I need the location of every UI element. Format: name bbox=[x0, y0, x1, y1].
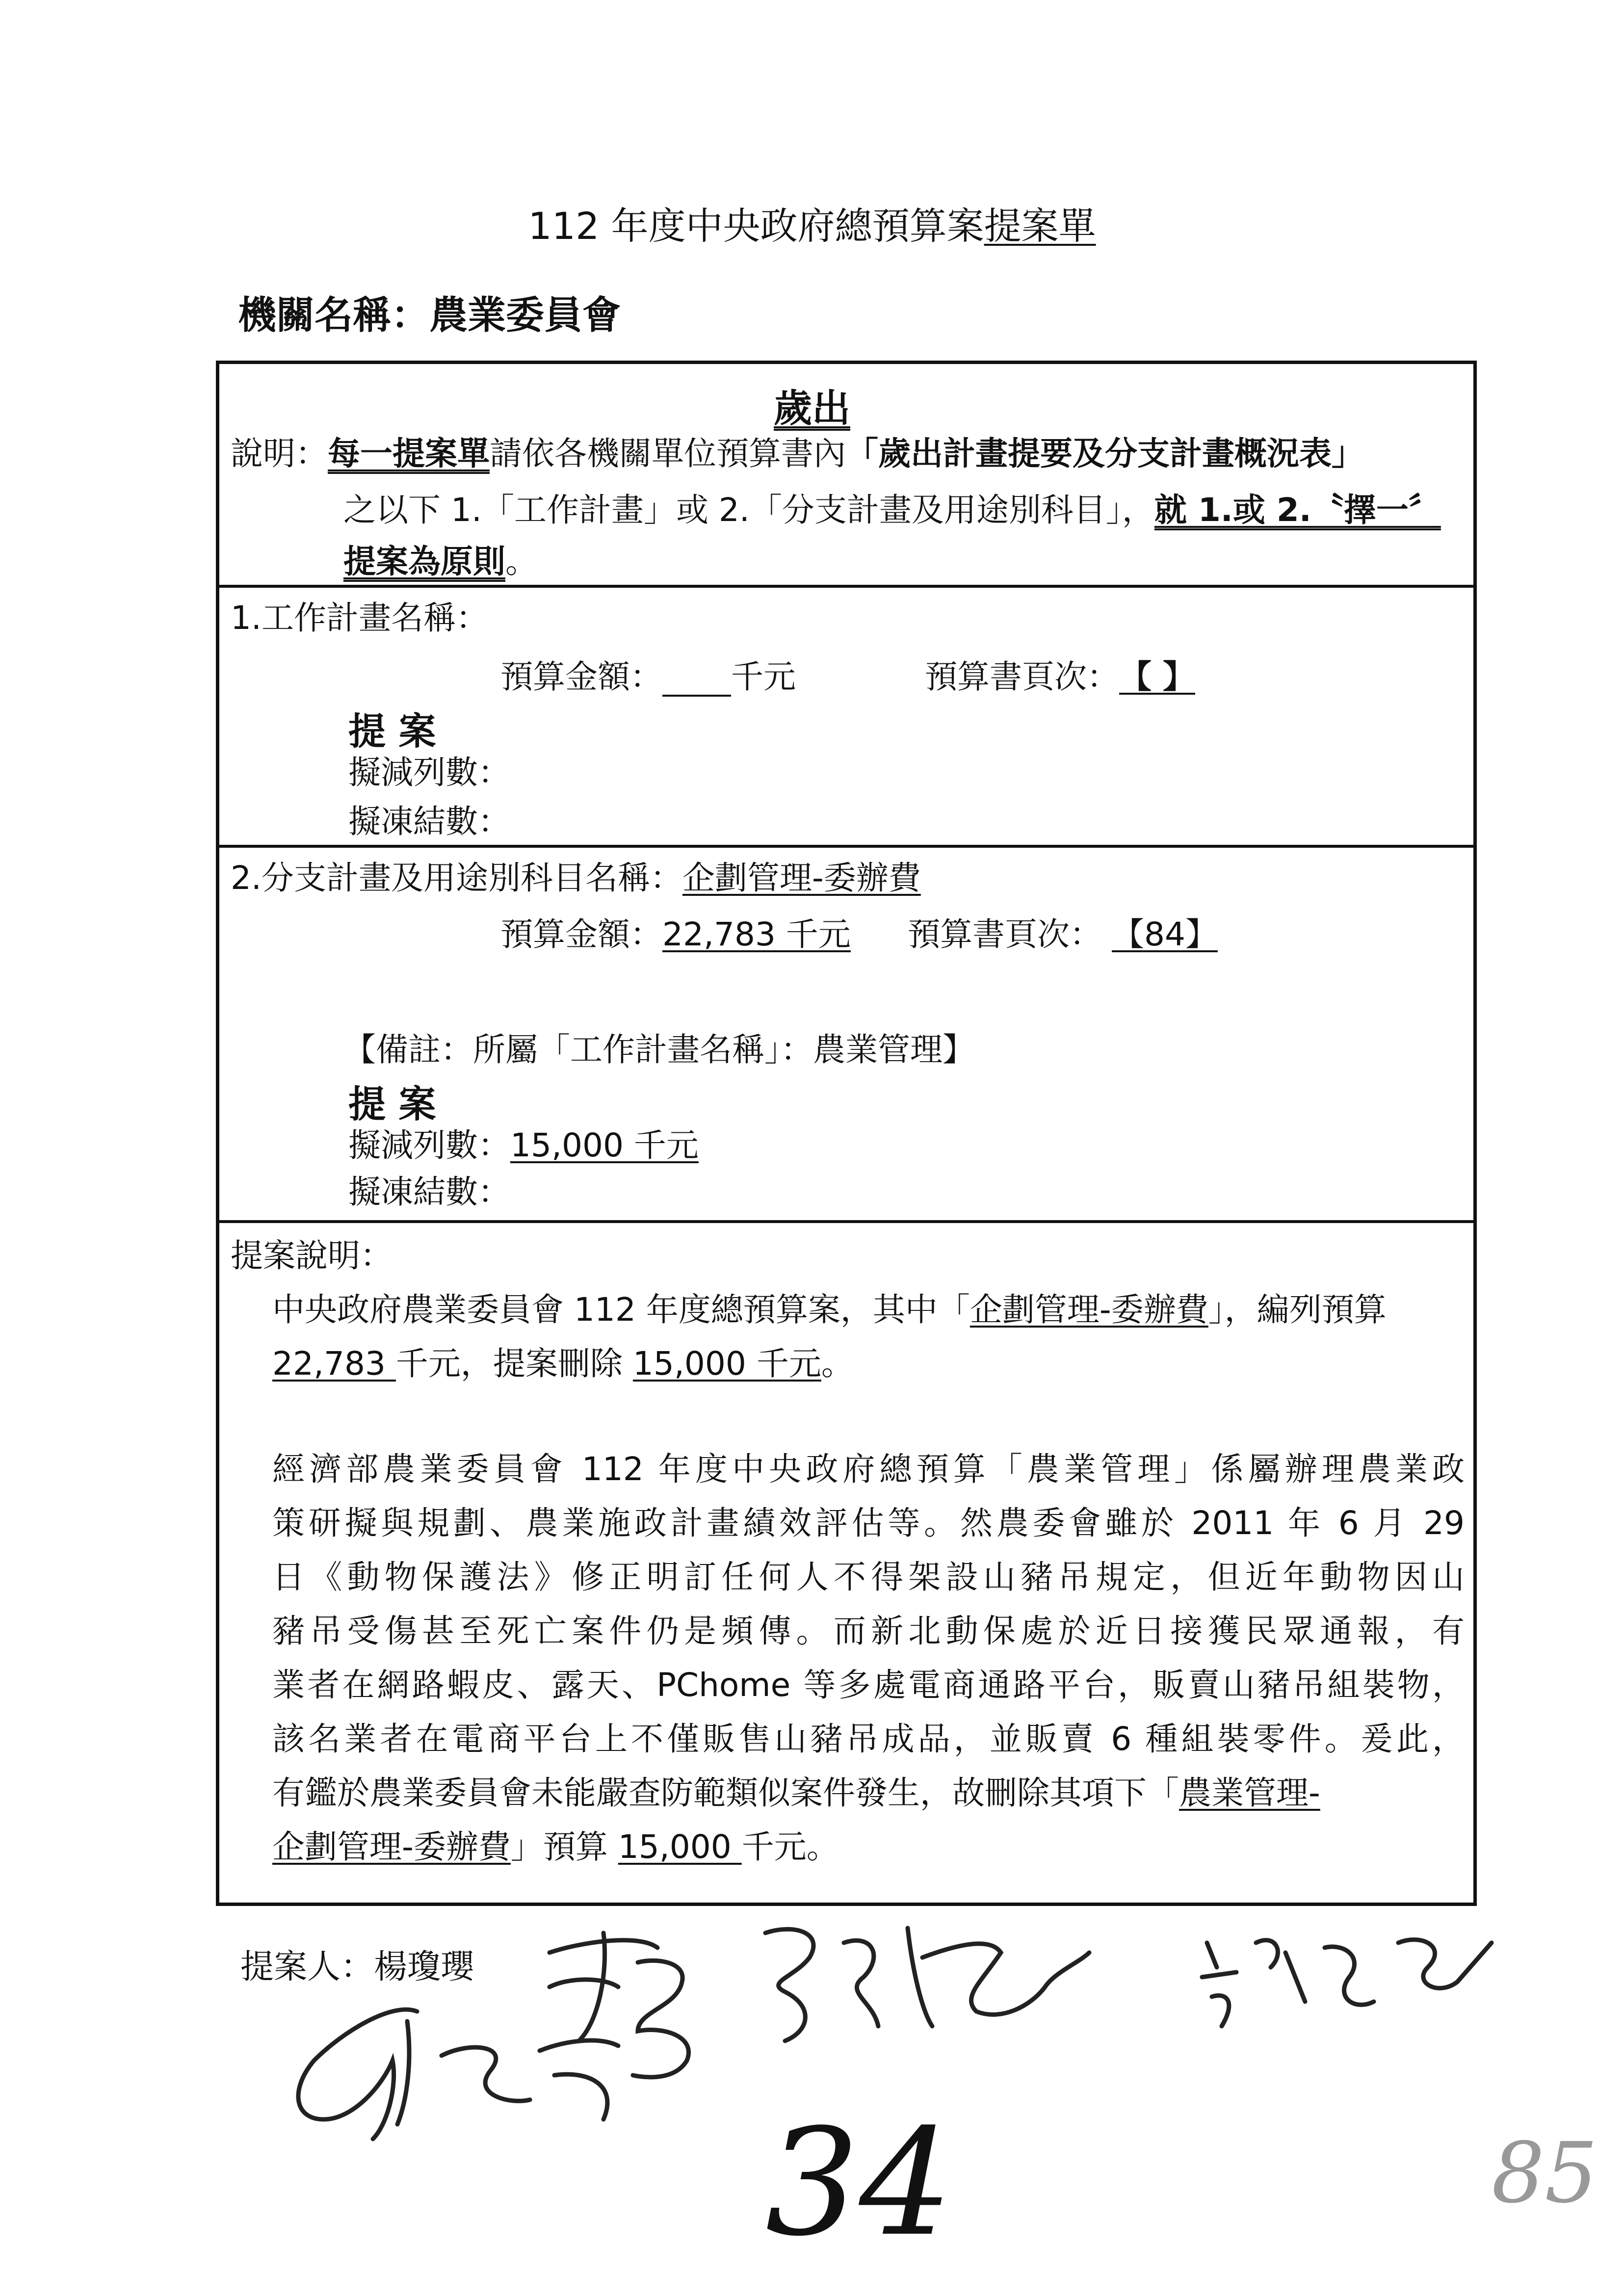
text: 千元。 bbox=[741, 1828, 839, 1866]
budget-page-row bbox=[925, 657, 1242, 697]
agency-label: 機關名稱： bbox=[238, 293, 430, 338]
freeze-amount-label: 擬凍結數： bbox=[348, 803, 510, 840]
note-emphasis: 「歲出計畫提要及分支計畫概況表」 bbox=[846, 435, 1364, 472]
signature-3 bbox=[1202, 1940, 1492, 2026]
reduce-amount-label: 擬減列數： bbox=[348, 754, 510, 791]
text: 」，編列預算 bbox=[1208, 1291, 1387, 1329]
explanation-label: 提案說明： bbox=[231, 1237, 393, 1275]
text: 中央政府農業委員會 112 年度總預算案，其中「 bbox=[272, 1291, 970, 1329]
freeze-amount-label: 擬凍結數： bbox=[348, 1173, 510, 1211]
explanation-p1-line2 bbox=[272, 1344, 854, 1383]
note-emphasis: 每一提案單 bbox=[328, 435, 490, 472]
branch-plan-value: 企劃管理-委辦費 bbox=[682, 859, 921, 897]
proposal-heading: 提 案 bbox=[348, 709, 436, 753]
page-mark: 85 bbox=[1492, 2125, 1598, 2222]
work-plan-name-label: 1.工作計畫名稱： bbox=[231, 599, 488, 637]
note-label: 說明： bbox=[231, 435, 328, 472]
branch-plan-label: 2.分支計畫及用途別科目名稱： bbox=[231, 859, 682, 897]
note-emphasis: 提案為原則 bbox=[343, 543, 505, 580]
budget-amount-row bbox=[500, 915, 851, 954]
budget-unit: 千元 bbox=[731, 658, 796, 696]
reduce-amount-label: 擬減列數： bbox=[348, 1126, 510, 1164]
budget-label: 預算金額： bbox=[500, 658, 662, 696]
text: 。 bbox=[821, 1345, 854, 1383]
note-emphasis: 就 1.或 2.〝擇一〞 bbox=[1154, 491, 1441, 529]
signature-4 bbox=[298, 2009, 618, 2139]
cut-value: 15,000 千元 bbox=[632, 1345, 821, 1383]
instruction-line-2 bbox=[343, 491, 1441, 530]
explanation-p2-line: 經濟部農業委員會 112 年度中央政府總預算「農業管理」係屬辦理農業政 bbox=[272, 1450, 1465, 1488]
page-label: 預算書頁次： bbox=[908, 915, 1102, 953]
page-label: 預算書頁次： bbox=[925, 658, 1119, 696]
divider bbox=[216, 845, 1477, 848]
title-suffix: 提案單 bbox=[984, 204, 1096, 248]
item-name: 農業管理- bbox=[1179, 1774, 1320, 1812]
page-value: 【 】 bbox=[1119, 658, 1195, 696]
note-text: 之以下 1.「工作計畫」或 2.「分支計畫及用途別科目」， bbox=[343, 491, 1154, 529]
expenditure-heading: 歲出 bbox=[773, 387, 850, 431]
signature-1 bbox=[550, 1933, 689, 2077]
reduce-amount-value: 15,000 千元 bbox=[510, 1126, 699, 1164]
handwritten-number: 34 bbox=[765, 2097, 953, 2269]
signature-2 bbox=[765, 1928, 1089, 2041]
document-title bbox=[0, 196, 1624, 250]
budget-value: 22,783 bbox=[272, 1345, 396, 1383]
divider bbox=[216, 585, 1477, 588]
item-name: 企劃管理-委辦費 bbox=[272, 1828, 511, 1866]
instruction-line-3 bbox=[343, 542, 538, 581]
text: 」預算 bbox=[510, 1828, 618, 1866]
agency-name bbox=[238, 285, 621, 339]
proposer-name: 楊瓊瓔 bbox=[374, 1948, 474, 1986]
budget-amount-row bbox=[500, 657, 796, 697]
remark: 【備註：所屬「工作計畫名稱」：農業管理】 bbox=[343, 1031, 975, 1069]
explanation-p2-line: 豬吊受傷甚至死亡案件仍是頻傳。而新北動保處於近日接獲民眾通報，有 bbox=[272, 1612, 1465, 1650]
budget-page-row bbox=[908, 915, 1254, 954]
budget-amount-value: 22,783 千元 bbox=[662, 915, 851, 953]
explanation-p2-line: 業者在網路蝦皮、露天、PChome 等多處電商通路平台，販賣山豬吊組裝物， bbox=[272, 1666, 1465, 1704]
divider bbox=[216, 1220, 1477, 1223]
title-text: 112 年度中央政府總預算案 bbox=[528, 204, 984, 248]
explanation-p2-line bbox=[272, 1774, 1320, 1813]
item-name: 企劃管理-委辦費 bbox=[969, 1291, 1208, 1329]
explanation-p1-line1 bbox=[272, 1290, 1387, 1330]
reduce-amount-row bbox=[348, 1126, 716, 1165]
explanation-p2-line bbox=[272, 1827, 839, 1867]
explanation-p2-line: 日《動物保護法》修正明訂任何人不得架設山豬吊規定，但近年動物因山 bbox=[272, 1558, 1465, 1596]
note-text: 請依各機關單位預算書內 bbox=[490, 435, 846, 472]
explanation-p2-line: 策研擬與規劃、農業施政計畫績效評估等。然農委會雖於 2011 年 6 月 29 bbox=[272, 1504, 1465, 1542]
agency-value: 農業委員會 bbox=[429, 293, 621, 338]
proposer-label: 提案人： bbox=[240, 1948, 374, 1986]
proposal-heading: 提 案 bbox=[348, 1082, 436, 1126]
page-value: 【84】 bbox=[1112, 915, 1218, 953]
explanation-p2-line: 該名業者在電商平台上不僅販售山豬吊成品，並販賣 6 種組裝零件。爰此， bbox=[272, 1720, 1465, 1758]
branch-plan-row bbox=[231, 859, 921, 898]
instruction-line-1 bbox=[231, 434, 1364, 473]
text: 千元，提案刪除 bbox=[395, 1345, 633, 1383]
cut-value: 15,000 bbox=[618, 1828, 742, 1866]
note-text: 。 bbox=[505, 543, 538, 580]
budget-label: 預算金額： bbox=[500, 915, 662, 953]
text: 有鑑於農業委員會未能嚴查防範類似案件發生，故刪除其項下「 bbox=[272, 1774, 1179, 1812]
budget-amount-field bbox=[662, 664, 731, 697]
